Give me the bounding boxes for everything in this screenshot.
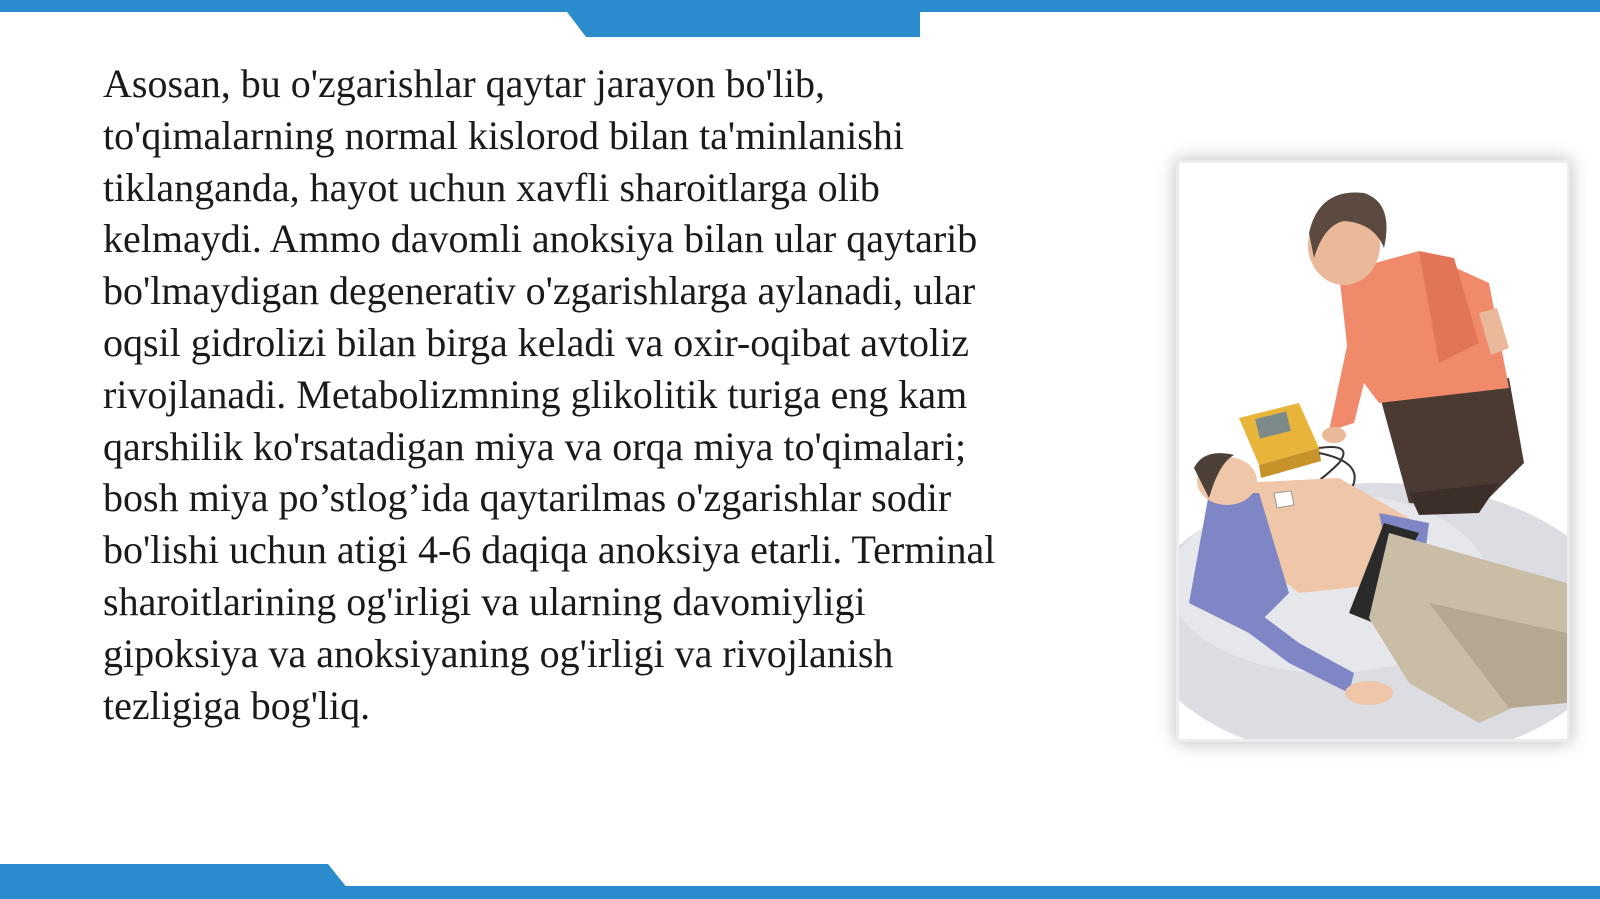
illustration-frame	[1176, 160, 1570, 742]
body-paragraph: Asosan, bu o'zgarishlar qaytar jarayon bo'lib, to'qimalarning normal kislorod bilan ta'minlanishi tiklanganda, hayot uchun xavfli sharoitlarga olib kelmaydi. Ammo davomli anoksiya bilan ular qaytarib bo'lmaydigan degenerativ o'zgarishlarga aylanadi, ular oqsil gidrolizi bilan birga keladi va oxir-oqibat avtoliz rivojlanadi. Metabolizmning glikolitik turiga eng kam qarshilik ko'rsatadigan miya va orqa miya to'qimalari; bosh miya po’stlog’ida qaytarilmas o'zgarishlar sodir bo'lishi uchun atigi 4-6 daqiqa anoksiya etarli. Terminal sharoitlarining og'irligi va ularning davomiyligi gipoksiya va anoksiyaning og'irligi va rivojlanish tezligiga bog'liq.	[103, 61, 996, 728]
top-accent-tab	[558, 0, 920, 37]
defibrillator-illustration	[1179, 163, 1567, 739]
bottom-accent-bar	[0, 886, 1600, 899]
